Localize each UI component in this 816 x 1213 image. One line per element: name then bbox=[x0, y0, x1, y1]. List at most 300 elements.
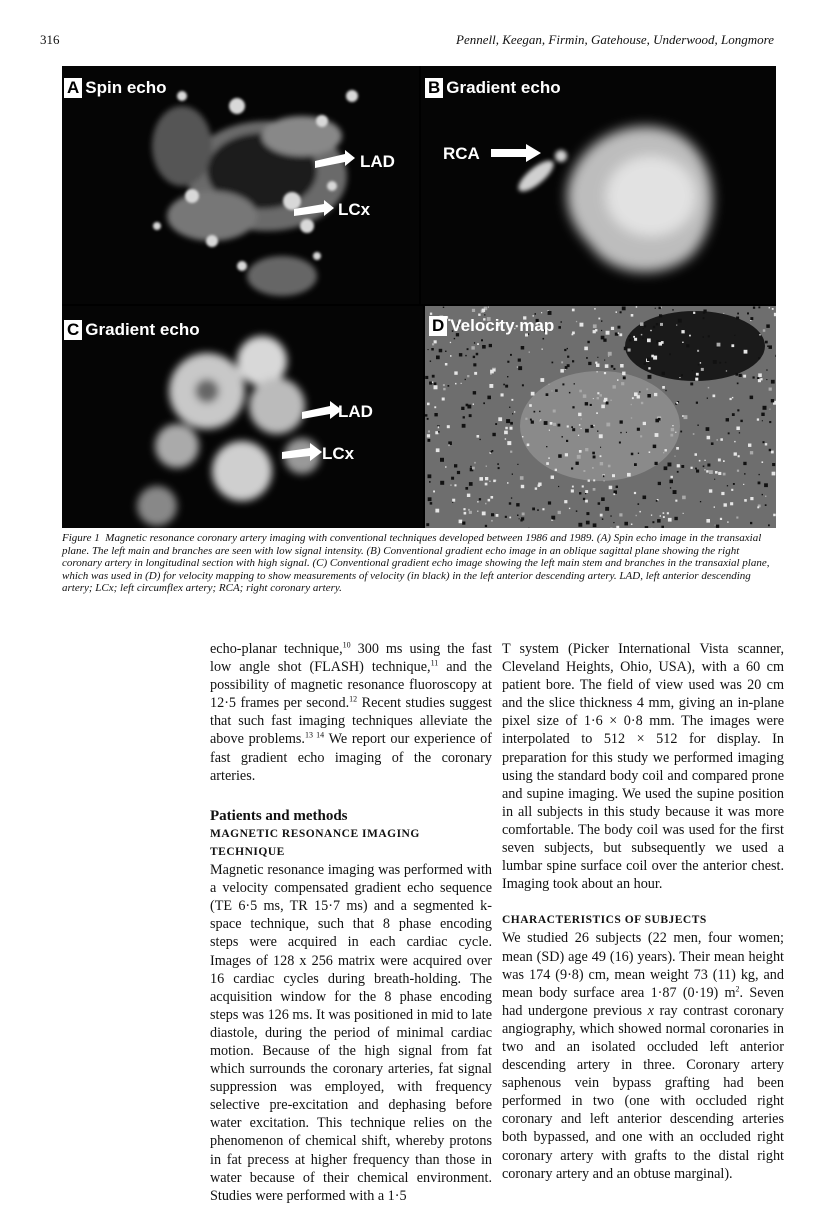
speckle bbox=[512, 413, 513, 414]
speckle bbox=[585, 493, 586, 494]
speckle bbox=[750, 451, 753, 454]
text-span: ray contrast coronary angiography, which showed normal coronaries in two and an isolated occluded left anterior descending artery in three. Coronary artery saphenous vein bypass grafting had been performed in two (one with occluded right coronary and left anterior descending arteries both bypassed, and one with an occluded right coronary artery with grafts to the distal right coronary artery and an obtuse marginal). bbox=[502, 1002, 784, 1182]
speckle bbox=[606, 402, 609, 405]
speckle bbox=[684, 415, 688, 419]
speckle bbox=[477, 511, 478, 512]
speckle bbox=[452, 499, 455, 502]
speckle bbox=[586, 512, 589, 515]
speckle bbox=[427, 434, 430, 437]
speckle bbox=[598, 318, 600, 320]
speckle bbox=[476, 353, 479, 356]
speckle bbox=[762, 494, 763, 495]
speckle bbox=[454, 484, 456, 486]
speckle bbox=[709, 470, 713, 474]
speckle bbox=[593, 523, 597, 527]
speckle bbox=[571, 489, 574, 492]
speckle bbox=[572, 309, 575, 312]
speckle bbox=[428, 430, 430, 432]
speckle bbox=[612, 474, 615, 477]
speckle bbox=[539, 420, 540, 421]
speckle bbox=[757, 418, 759, 420]
speckle bbox=[525, 418, 527, 420]
speckle bbox=[569, 392, 571, 394]
speckle bbox=[732, 397, 733, 398]
speckle bbox=[585, 402, 588, 405]
speckle bbox=[522, 436, 523, 437]
speckle bbox=[681, 374, 683, 376]
speckle bbox=[482, 309, 485, 312]
speckle bbox=[668, 463, 672, 467]
speckle bbox=[537, 509, 539, 511]
speckle bbox=[618, 332, 620, 334]
speckle bbox=[561, 361, 563, 363]
speckle bbox=[510, 422, 513, 425]
speckle bbox=[468, 509, 470, 511]
speckle bbox=[758, 379, 761, 382]
speckle bbox=[491, 496, 494, 499]
speckle bbox=[600, 455, 602, 457]
speckle bbox=[624, 347, 628, 351]
speckle bbox=[593, 425, 594, 426]
left-column bbox=[210, 640, 492, 1205]
speckle bbox=[613, 385, 616, 388]
speckle bbox=[618, 326, 621, 329]
speckle bbox=[578, 413, 581, 416]
speckle bbox=[667, 512, 669, 514]
speckle bbox=[488, 307, 489, 308]
speckle bbox=[483, 402, 485, 404]
speckle bbox=[659, 342, 663, 346]
speckle bbox=[616, 486, 618, 488]
speckle bbox=[656, 500, 658, 502]
speckle bbox=[505, 438, 506, 439]
speckle bbox=[753, 376, 755, 378]
right-paragraph-1: T system (Picker International Vista scanner, Cleveland Heights, Ohio, USA), with a 60 cm patient bore. The field of view used was 20 cm and the slice thickness 4 mm, giving an in-plane pixel size of 1·6 × 0·8 mm. The images were interpolated to 512 × 512 for display. In preparation for this study we performed imaging using the standard body coil and compared prone and supine imaging. We used the supine position in all subjects in this study because it was more comfortable. The body coil was used for the first seven subjects, but subsequently we used a lumbar spine surface coil over the anterior chest. Imaging took about an hour. bbox=[502, 641, 784, 893]
speckle bbox=[631, 314, 634, 317]
speckle bbox=[457, 471, 460, 474]
speckle bbox=[669, 353, 671, 355]
speckle bbox=[535, 487, 537, 489]
speckle bbox=[743, 462, 746, 465]
speckle bbox=[507, 376, 508, 377]
speckle bbox=[455, 383, 457, 385]
speckle bbox=[451, 477, 454, 480]
speckle bbox=[467, 348, 469, 350]
speckle bbox=[636, 515, 637, 516]
speckle bbox=[758, 373, 762, 377]
speckle bbox=[450, 342, 451, 343]
speckle bbox=[654, 393, 657, 396]
speckle bbox=[704, 469, 705, 470]
speckle bbox=[624, 522, 628, 526]
speckle bbox=[699, 460, 701, 462]
speckle bbox=[434, 413, 437, 416]
speckle bbox=[689, 335, 691, 337]
speckle bbox=[633, 336, 635, 338]
speckle bbox=[728, 432, 730, 434]
speckle bbox=[465, 379, 466, 380]
speckle bbox=[645, 526, 649, 528]
text-span: 300 ms using the fast low angle shot (FLASH) technique, bbox=[210, 641, 492, 676]
speckle bbox=[529, 352, 530, 353]
speckle bbox=[708, 387, 710, 389]
speckle bbox=[758, 306, 760, 308]
speckle bbox=[425, 376, 428, 379]
speckle bbox=[594, 308, 596, 310]
speckle bbox=[574, 383, 575, 384]
speckle bbox=[600, 447, 601, 448]
speckle bbox=[576, 462, 579, 465]
speckle bbox=[637, 428, 640, 431]
speckle bbox=[540, 378, 544, 382]
speckle bbox=[655, 433, 659, 437]
speckle bbox=[429, 382, 432, 385]
speckle bbox=[610, 400, 611, 401]
speckle bbox=[560, 369, 564, 373]
speckle bbox=[762, 461, 764, 463]
speckle bbox=[610, 515, 611, 516]
speckle bbox=[491, 451, 493, 453]
speckle bbox=[438, 431, 440, 433]
speckle bbox=[578, 435, 579, 436]
speckle bbox=[516, 503, 519, 506]
text-span: We studied 26 subjects (22 men, four women; mean (SD) age 49 (16) years). Their mean height was 174 (9·8) cm, mean weight 73 (11) kg, and mean body surface area 1·87 (0·19) m bbox=[502, 930, 784, 1001]
speckle bbox=[674, 517, 677, 520]
speckle bbox=[428, 439, 431, 442]
lcx-label-a: LCx bbox=[338, 200, 371, 219]
speckle bbox=[713, 360, 717, 364]
speckle bbox=[765, 504, 767, 506]
speckle bbox=[439, 349, 443, 353]
speckle bbox=[491, 513, 494, 516]
speckle bbox=[736, 517, 738, 519]
speckle bbox=[617, 379, 619, 381]
speckle bbox=[758, 482, 761, 485]
speckle bbox=[707, 464, 710, 467]
speckle bbox=[485, 525, 487, 527]
speckle bbox=[750, 320, 751, 321]
speckle bbox=[565, 369, 566, 370]
speckle bbox=[428, 349, 429, 350]
speckle bbox=[521, 346, 525, 350]
speckle bbox=[643, 422, 646, 425]
speckle bbox=[474, 342, 475, 343]
speckle bbox=[561, 321, 562, 322]
speckle bbox=[517, 464, 518, 465]
speckle bbox=[576, 321, 577, 322]
reference-sup: 13 14 bbox=[304, 730, 325, 740]
speckle bbox=[721, 492, 724, 495]
speckle bbox=[576, 510, 578, 512]
speckle bbox=[730, 398, 732, 400]
reference-sup: 12 bbox=[349, 694, 358, 704]
speckle bbox=[605, 507, 609, 511]
panel-a-letter: A bbox=[64, 78, 82, 98]
speckle bbox=[593, 398, 594, 399]
speckle bbox=[495, 423, 497, 425]
speckle bbox=[522, 513, 525, 516]
speckle bbox=[509, 517, 511, 519]
speckle bbox=[430, 502, 433, 505]
speckle bbox=[680, 431, 682, 433]
speckle bbox=[485, 503, 487, 505]
speckle bbox=[466, 404, 469, 407]
speckle bbox=[771, 380, 775, 384]
speckle bbox=[672, 425, 673, 426]
speckle bbox=[706, 519, 710, 523]
speckle bbox=[608, 356, 609, 357]
speckle bbox=[676, 402, 678, 404]
speckle bbox=[616, 311, 618, 313]
speckle bbox=[506, 419, 510, 423]
speckle bbox=[577, 455, 581, 459]
speckle bbox=[631, 524, 633, 526]
speckle bbox=[541, 312, 542, 313]
speckle bbox=[761, 413, 764, 416]
speckle bbox=[606, 423, 610, 427]
speckle bbox=[471, 346, 474, 349]
left-paragraph-1 bbox=[210, 640, 492, 785]
speckle bbox=[578, 523, 582, 527]
speckle bbox=[737, 383, 739, 385]
speckle bbox=[673, 490, 677, 494]
speckle bbox=[572, 428, 575, 431]
speckle bbox=[555, 469, 557, 471]
speckle bbox=[604, 360, 605, 361]
speckle bbox=[671, 476, 673, 478]
speckle bbox=[659, 307, 661, 309]
speckle bbox=[772, 308, 774, 310]
speckle bbox=[658, 418, 661, 421]
speckle bbox=[477, 343, 479, 345]
speckle bbox=[763, 441, 765, 443]
speckle bbox=[647, 339, 651, 343]
speckle bbox=[708, 335, 710, 337]
speckle bbox=[744, 473, 745, 474]
speckle bbox=[736, 427, 740, 431]
speckle bbox=[606, 331, 610, 335]
speckle bbox=[519, 518, 520, 519]
speckle bbox=[663, 516, 665, 518]
speckle bbox=[738, 455, 740, 457]
speckle bbox=[443, 384, 445, 386]
panel-a-title: Spin echo bbox=[85, 78, 167, 97]
speckle bbox=[521, 517, 524, 520]
speckle bbox=[473, 404, 474, 405]
speckle bbox=[498, 467, 500, 469]
speckle bbox=[657, 519, 661, 523]
speckle bbox=[750, 522, 752, 524]
speckle bbox=[701, 368, 704, 371]
speckle bbox=[725, 362, 727, 364]
speckle bbox=[638, 503, 640, 505]
speckle bbox=[469, 482, 473, 486]
speckle bbox=[583, 394, 587, 398]
speckle bbox=[734, 335, 735, 336]
speckle bbox=[558, 511, 561, 514]
speckle bbox=[510, 354, 512, 356]
speckle bbox=[503, 384, 505, 386]
speckle bbox=[567, 425, 569, 427]
speckle bbox=[771, 399, 774, 402]
speckle bbox=[546, 462, 549, 465]
speckle bbox=[714, 479, 715, 480]
speckle bbox=[759, 334, 760, 335]
speckle bbox=[686, 344, 689, 347]
speckle bbox=[597, 397, 599, 399]
speckle bbox=[715, 525, 716, 526]
speckle bbox=[569, 508, 570, 509]
panel-c-letter: C bbox=[64, 320, 82, 340]
speckle bbox=[427, 418, 429, 420]
speckle bbox=[463, 416, 465, 418]
speckle bbox=[671, 428, 674, 431]
speckle bbox=[565, 453, 568, 456]
speckle bbox=[726, 370, 727, 371]
speckle bbox=[530, 419, 532, 421]
speckle bbox=[613, 368, 615, 370]
speckle bbox=[434, 340, 437, 343]
speckle bbox=[608, 465, 611, 468]
speckle bbox=[505, 516, 507, 518]
speckle bbox=[587, 341, 589, 343]
speckle bbox=[669, 480, 673, 484]
speckle bbox=[553, 410, 556, 413]
speckle bbox=[566, 440, 568, 442]
speckle bbox=[769, 421, 771, 423]
speckle bbox=[611, 365, 614, 368]
speckle bbox=[737, 409, 739, 411]
speckle bbox=[450, 484, 452, 486]
speckle bbox=[425, 414, 427, 416]
speckle bbox=[681, 465, 684, 468]
speckle bbox=[736, 317, 739, 320]
speckle bbox=[695, 378, 698, 381]
speckle bbox=[546, 446, 547, 447]
speckle bbox=[697, 425, 698, 426]
speckle bbox=[700, 501, 701, 502]
speckle bbox=[485, 483, 488, 486]
speckle bbox=[592, 452, 595, 455]
speckle bbox=[562, 383, 564, 385]
speckle bbox=[442, 398, 445, 401]
speckle bbox=[473, 391, 476, 394]
speckle bbox=[436, 448, 440, 452]
speckle bbox=[433, 491, 435, 493]
page-number: 316 bbox=[40, 32, 60, 47]
caption-text: Magnetic resonance coronary artery imaging with conventional techniques developed between 1986 and 1989. (A) Spin echo image in the transaxial plane. The left main and branches are seen with low signal intensity. (B) Conventional gradient echo image in an oblique sagittal plane showing the right coronary artery in longitudinal section with high signal. (C) Conventional gradient echo image showing the left main stem and branches in the transaxial plane, which was used in (D) for velocity mapping to show measurements of velocity (in black) in the left anterior descending artery. LAD, left anterior descending artery; LCx; left circumflex artery; RCA; right coronary artery. bbox=[62, 532, 770, 594]
right-paragraph-2 bbox=[502, 929, 784, 1182]
speckle bbox=[572, 360, 574, 362]
speckle bbox=[538, 483, 541, 486]
speckle bbox=[592, 467, 594, 469]
speckle bbox=[765, 341, 768, 344]
speckle bbox=[452, 502, 453, 503]
speckle bbox=[693, 312, 695, 314]
speckle bbox=[744, 350, 748, 354]
speckle bbox=[473, 356, 475, 358]
speckle bbox=[692, 370, 693, 371]
speckle bbox=[512, 474, 513, 475]
speckle bbox=[432, 375, 435, 378]
speckle bbox=[518, 359, 521, 362]
speckle bbox=[443, 388, 445, 390]
speckle bbox=[558, 326, 561, 329]
speckle bbox=[498, 417, 502, 421]
speckle bbox=[532, 508, 535, 511]
speckle bbox=[522, 384, 524, 386]
speckle bbox=[553, 423, 556, 426]
speckle bbox=[613, 522, 614, 523]
speckle bbox=[772, 472, 776, 476]
speckle bbox=[631, 404, 632, 405]
speckle bbox=[660, 323, 663, 326]
speckle bbox=[600, 514, 603, 517]
speckle bbox=[675, 500, 677, 502]
speckle bbox=[588, 362, 591, 365]
speckle bbox=[691, 467, 693, 469]
speckle bbox=[564, 500, 567, 503]
speckle bbox=[489, 384, 493, 388]
speckle bbox=[719, 362, 721, 364]
speckle bbox=[636, 306, 638, 308]
speckle bbox=[603, 339, 606, 342]
speckle bbox=[661, 526, 664, 528]
speckle bbox=[511, 497, 512, 498]
speckle bbox=[485, 477, 488, 480]
speckle bbox=[467, 375, 469, 377]
speckle bbox=[479, 477, 483, 481]
speckle bbox=[597, 371, 598, 372]
speckle bbox=[551, 390, 552, 391]
speckle bbox=[447, 425, 450, 428]
rca-label: RCA bbox=[443, 144, 480, 163]
running-head: Pennell, Keegan, Firmin, Gatehouse, Underwood, Longmore bbox=[456, 32, 774, 47]
speckle bbox=[704, 460, 705, 461]
panel-c-label bbox=[64, 320, 200, 340]
speckle bbox=[440, 458, 444, 462]
speckle bbox=[711, 442, 714, 445]
speckle bbox=[707, 398, 708, 399]
speckle bbox=[492, 433, 495, 436]
speckle bbox=[644, 325, 646, 327]
speckle bbox=[619, 513, 622, 516]
speckle bbox=[472, 467, 475, 470]
speckle bbox=[766, 379, 767, 380]
speckle bbox=[646, 388, 648, 390]
speckle bbox=[432, 382, 433, 383]
speckle bbox=[668, 518, 672, 522]
speckle bbox=[600, 394, 603, 397]
speckle bbox=[757, 377, 759, 379]
speckle bbox=[698, 364, 699, 365]
speckle bbox=[632, 397, 634, 399]
speckle bbox=[482, 512, 486, 516]
speckle bbox=[714, 506, 715, 507]
lcx-label-c: LCx bbox=[322, 444, 355, 463]
speckle bbox=[462, 522, 465, 525]
panel-d-title: Velocity map bbox=[450, 316, 555, 335]
speckle bbox=[579, 424, 581, 426]
speckle bbox=[531, 421, 534, 424]
speckle bbox=[611, 327, 614, 330]
speckle bbox=[567, 364, 570, 367]
speckle bbox=[426, 523, 429, 526]
superscript: 2 bbox=[735, 983, 740, 993]
speckle bbox=[634, 392, 638, 396]
speckle bbox=[619, 442, 621, 444]
speckle bbox=[517, 515, 519, 517]
